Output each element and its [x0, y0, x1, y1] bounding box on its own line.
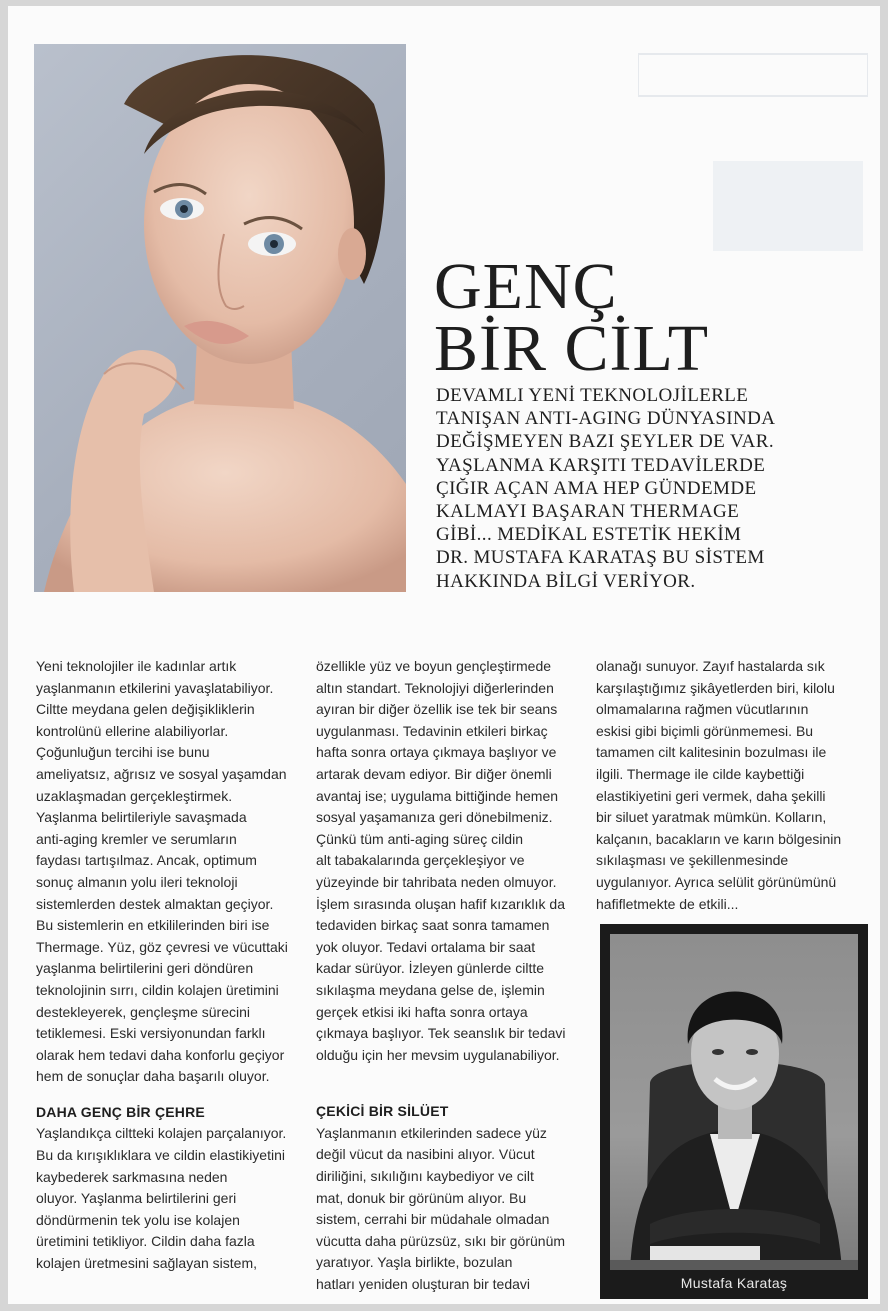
doctor-photo — [610, 934, 858, 1270]
body-column-3 — [596, 656, 866, 915]
column-3-paragraph-1 — [596, 656, 866, 915]
intro-line: DEVAMLI YENİ TEKNOLOJİLERLE — [436, 385, 749, 406]
text-line: ilgili. Thermage ile cilde kaybettiği — [596, 765, 805, 782]
column-1-paragraph-1 — [36, 656, 298, 1088]
text-line: kaybederek sarkmasına neden — [36, 1168, 228, 1185]
intro-line: KALMAYI BAŞARAN THERMAGE — [436, 501, 740, 523]
text-line: kalçanın, bacakların ve karın bölgesinin — [596, 830, 842, 847]
intro-line: ÇIĞIR AÇAN AMA HEP GÜNDEMDE — [436, 477, 757, 499]
ghost-logo-art — [638, 46, 868, 106]
intro-line: YAŞLANMA KARŞITI TEDAVİLERDE — [436, 454, 766, 476]
text-line: olduğu için her mevsim uygulanabiliyor. — [316, 1046, 560, 1063]
column-1-paragraph-2 — [36, 1123, 298, 1274]
text-line: uygulanması. Tedavinin etkileri birkaç — [316, 722, 548, 739]
text-line: Yaşlanmanın etkilerinden sadece yüz — [316, 1124, 547, 1141]
text-line: Yaşlandıkça ciltteki kolajen parçalanıyor. — [36, 1125, 287, 1142]
text-line: kadar sürüyor. İzleyen günlerde ciltte — [316, 960, 545, 977]
body-column-2 — [316, 656, 586, 1296]
text-line: Yaşlanma belirtileriyle savaşmada — [36, 809, 247, 826]
text-line: döndürmenin tek yolu ise kolajen — [36, 1211, 240, 1228]
text-line: yaratıyor. Yaşla birlikte, bozulan — [316, 1254, 513, 1271]
body-column-1 — [36, 656, 298, 1275]
text-line: sıkılaşma meydana gelse de, işlemin — [316, 981, 545, 998]
text-line: oluyor. Yaşlanma belirtilerini geri — [36, 1190, 237, 1207]
text-line: eskisi gibi biçimli görünmemesi. Bu — [596, 722, 814, 739]
text-line: teknolojinin sırrı, cildin kolajen üretimini — [36, 981, 279, 998]
text-line: avantaj ise; uygulama bittiğinde hemen — [316, 787, 559, 804]
facing-page-ghost-box — [713, 161, 863, 251]
text-line: Yeni teknolojiler ile kadınlar artık — [36, 658, 237, 674]
text-line: faydası tartışılmaz. Ancak, optimum — [36, 852, 257, 869]
text-line: gerçek etkisi iki hafta sonra ortaya — [316, 1003, 528, 1020]
portrait-photo — [34, 44, 406, 592]
text-line: artarak devam ediyor. Bir diğer önemli — [316, 765, 552, 782]
text-line: hafifletmekte de etkili... — [596, 895, 739, 912]
text-line: üretimini tetikliyor. Cildin daha fazla — [36, 1233, 255, 1250]
text-line: sıkılaşması ve şekillenmesinde — [596, 852, 789, 869]
subheading-daha-genc-bir-cehre: DAHA GENÇ BİR ÇEHRE — [36, 1103, 205, 1120]
text-line: tetiklemesi. Eski versiyonundan farklı — [36, 1025, 266, 1042]
text-line: kontrolünü ellerine alabiliyorlar. — [36, 722, 229, 739]
text-line: Thermage. Yüz, göz çevresi ve vücuttaki — [36, 938, 288, 955]
text-line: yüzeyinde bir tahribata neden olmuyor. — [316, 873, 557, 890]
text-line: mat, donuk bir görünüm alıyor. Bu — [316, 1189, 527, 1206]
article-headline — [434, 250, 710, 385]
headline-line-2: BİR CİLT — [434, 312, 710, 385]
text-line: yaşlanmanın etkilerini yavaşlatabiliyor. — [36, 679, 274, 696]
intro-line: HAKKINDA BİLGİ VERİYOR. — [436, 570, 696, 592]
text-line: sosyal yaşamanıza geri dönebilmeniz. — [316, 809, 553, 826]
doctor-photo-frame — [600, 924, 868, 1299]
text-line: olarak hem tedavi daha konforlu geçiyor — [36, 1046, 285, 1063]
text-line: değil vücut da nasibini alıyor. Vücut — [316, 1146, 535, 1163]
text-line: altın standart. Teknolojiyi diğerlerinden — [316, 679, 554, 696]
text-line: ameliyatsız, ağrısız ve sosyal yaşamdan — [36, 765, 287, 782]
text-line: hafta sonra ortaya çıkmaya başlıyor ve — [316, 744, 557, 761]
text-line: destekleyerek, gençleşme sürecini — [36, 1003, 250, 1020]
text-line: diriliğini, sıkılığını kaybediyor ve cilt — [316, 1168, 534, 1185]
paragraph-gap — [316, 1066, 586, 1101]
text-line: sistem, cerrahi bir müdahale olmadan — [316, 1211, 550, 1228]
text-line: alt tabakalarında gerçekleşiyor ve — [316, 852, 525, 869]
article-intro — [436, 384, 836, 593]
text-line: bir siluet yaratmak mümkün. Kolların, — [596, 809, 827, 826]
text-line: hatları yeniden oluşturan bir tedavi — [316, 1276, 531, 1293]
portrait-illustration — [34, 44, 406, 592]
text-line: anti-aging kremler ve serumların — [36, 830, 237, 847]
text-line: kolajen üretmesini sağlayan sistem, — [36, 1255, 257, 1272]
text-line: sistemlerden destek almaktan geçiyor. — [36, 895, 274, 912]
text-line: olmamalarına rağmen vücutlarının — [596, 701, 809, 718]
text-line: tamamen cilt kalitesinin bozulması ile — [596, 744, 827, 761]
intro-line: DR. MUSTAFA KARATAŞ BU SİSTEM — [436, 547, 765, 569]
text-line: ayıran bir diğer özellik ise tek bir seans — [316, 701, 558, 718]
column-2-paragraph-2 — [316, 1123, 586, 1296]
text-line: uygulanıyor. Ayrıca selülit görünümünü — [596, 873, 837, 890]
text-line: özellikle yüz ve boyun gençleştirmede — [316, 658, 552, 674]
text-line: Ciltte meydana gelen değişikliklerin — [36, 701, 255, 718]
text-line: karşılaştığımız şikâyetlerden biri, kilolu — [596, 679, 835, 696]
text-line: Bu da kırışıklıklara ve cildin elastikiyetini — [36, 1147, 285, 1164]
text-line: vücutta daha pürüzsüz, sıkı bir görünüm — [316, 1232, 566, 1249]
subheading-cekici-bir-siluet: ÇEKİCİ BİR SİLÜET — [316, 1103, 449, 1120]
facing-page-ghost-logo — [638, 46, 868, 117]
text-line: tedaviden birkaç saat sonra tamamen — [316, 917, 550, 934]
text-line: yaşlanma belirtilerini geri döndüren — [36, 960, 254, 977]
text-line: sonuç almanın yolu ileri teknoloji — [36, 873, 238, 890]
text-line: olanağı sunuyor. Zayıf hastalarda sık — [596, 658, 825, 674]
magazine-page — [8, 6, 880, 1304]
column-2-paragraph-1 — [316, 656, 586, 1066]
text-line: çıkmaya başlıyor. Tek seanslık bir tedavi — [316, 1025, 566, 1042]
text-line: Çoğunluğun tercihi ise bunu — [36, 744, 210, 761]
headline-line-1: GENÇ — [434, 250, 618, 323]
intro-line: TANIŞAN ANTI-AGING DÜNYASINDA — [436, 408, 776, 430]
text-line: hem de sonuçlar daha başarılı oluyor. — [36, 1068, 270, 1085]
doctor-illustration — [610, 934, 858, 1270]
photo-caption: Mustafa Karataş — [680, 1275, 788, 1291]
intro-line: GİBİ... MEDİKAL ESTETİK HEKİM — [436, 524, 742, 546]
text-line: Çünkü tüm anti-aging süreç cildin — [316, 830, 523, 847]
intro-line: DEĞİŞMEYEN BAZI ŞEYLER DE VAR. — [436, 431, 774, 453]
text-line: Bu sistemlerin en etkililerinden biri ise — [36, 917, 270, 934]
paragraph-gap — [36, 1088, 298, 1102]
text-line: uzaklaşmadan gerçekleştirmek. — [36, 787, 233, 804]
text-line: yok oluyor. Tedavi ortalama bir saat — [316, 938, 536, 955]
text-line: elastikiyetini geri vermek, daha şekilli — [596, 787, 826, 804]
text-line: İşlem sırasında oluşan hafif kızarıklık da — [316, 895, 565, 912]
